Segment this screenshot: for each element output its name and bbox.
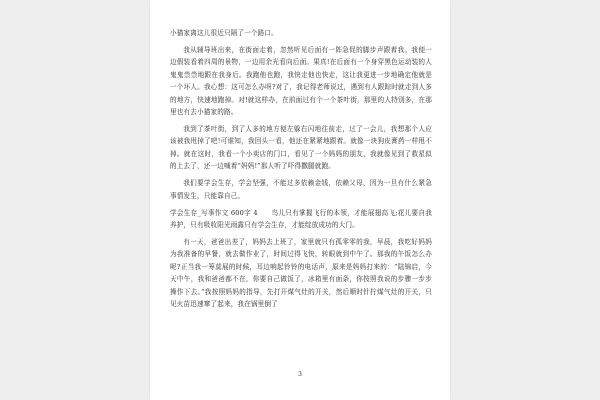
paragraph-2: 我从辅导班出来，在街面走着，忽然听见后面有一阵急促的脚步声跟着我。我便一边假装看着四周的景物，一边用余光看向后面。果真!在后面有一个身穿黑色运动装的人鬼鬼祟祟地跟在我身后。我跑他也跑，我快走他也快走，这让我更进一步地确定他就是一个坏人。我心想：这可怎么办呀?对了，我记得老师说过，遇到有人跟踪时就走到人多的地方，快速地跑掉。对!就这样办，在前面过有个一个茶叶街，那里的人特别多，在那里也有去小猫家的路。 xyxy=(170,46,432,117)
paragraph-3: 我到了茶叶街，到了人多的地方便左躲右闪地往前走，过了一会儿，我想那个人应该被我甩掉了吧!可谁知，我回头一看，他还在紧紧地跟着。就像一块狗皮膏药一样甩不掉。就在这时，我看一个小卖店的门口，看见了一个妈妈的朋友，我就像见到了救星似的上去了，还一边喊着“妈妈!”那人听了吓得撒腿就跑。 xyxy=(170,125,432,171)
document-page xyxy=(150,0,450,400)
paragraph-6: 有一天，爸爸出差了，妈妈去上班了，家里就只有孤零零的我，早晨，我吃好妈妈为我准备的早餐，就去做作业了，时间过得飞快，转眼就到中午了。那我的午饭怎么办呢?正当我一筹莫展的时候，耳边响起铃铃的电话声，原来是妈妈打来的：“陆锦启，今天中午，我和爸爸都不在，你要自己做饭了，冰箱里有面条，你按照我说的步骤一步步操作下去。”我按照妈妈的指导，先打开煤气灶的开关，然后顺时针拧煤气灶的开关，只见火苗迅速窜了起来，我在锅里倒了 xyxy=(170,238,432,309)
essay-heading-paragraph: 学会生存_写事作文 600字 4 鸟儿只有掌握飞行的本领，才能展翅高飞;花儿要自我养护，只有吸收阳光雨露只有学会生存，才能绽放成功的大门。 xyxy=(170,208,432,230)
paragraph-1: 小猫家离这儿很近只隔了一个路口。 xyxy=(170,29,278,37)
page-number: 3 xyxy=(298,371,302,378)
paragraph-4: 我们要学会生存，学会坚强，不能过多依赖金钱，依赖父母，因为一旦有什么紧急事情发生，只能靠自己。 xyxy=(170,179,432,200)
page-content xyxy=(170,27,432,315)
